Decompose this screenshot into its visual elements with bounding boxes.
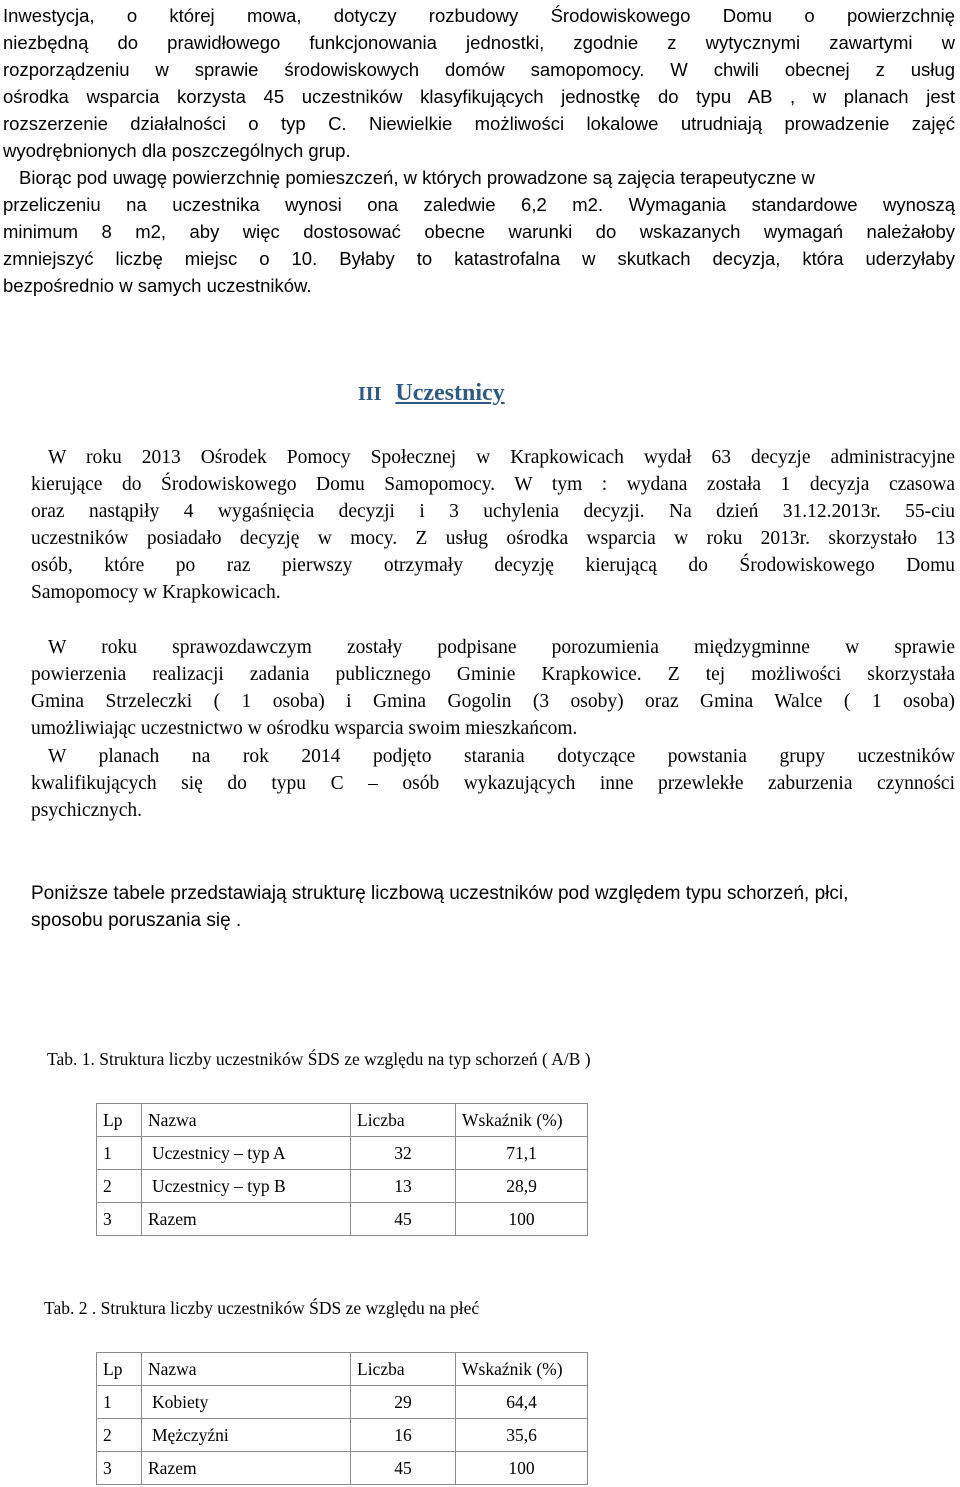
header-liczba: Liczba	[351, 1353, 456, 1386]
text-line: bezpośrednio w samych uczestników.	[3, 275, 312, 296]
section-number: III	[358, 383, 382, 405]
intro-paragraph	[3, 2, 955, 299]
text-line: W roku 2013 Ośrodek Pomocy Społecznej w Krapkowicach wydał 63 decyzje administracyjne	[48, 447, 955, 468]
header-nazwa: Nazwa	[142, 1104, 351, 1137]
cell-lp: 3	[97, 1203, 142, 1236]
text-line: kwalifikujących się do typu C – osób wykazujących inne przewlekłe zaburzenia czynności	[31, 773, 955, 794]
cell-liczba: 32	[351, 1137, 456, 1170]
text-line: sposobu poruszania się .	[31, 910, 242, 931]
text-line: zmniejszyć liczbę miejsc o 10. Byłaby to katastrofalna w skutkach decyzja, która uderzyłaby	[3, 248, 955, 269]
cell-nazwa: Uczestnicy – typ A	[142, 1137, 351, 1170]
header-nazwa: Nazwa	[142, 1353, 351, 1386]
plans-paragraph	[31, 743, 955, 824]
cell-wskaznik: 35,6	[456, 1419, 588, 1452]
cell-lp: 1	[97, 1137, 142, 1170]
table-header-row	[97, 1104, 588, 1137]
cell-wskaznik: 28,9	[456, 1170, 588, 1203]
cell-liczba: 29	[351, 1386, 456, 1419]
text-line: uczestników posiadało decyzję w mocy. Z usług ośrodka wsparcia w roku 2013r. skorzystało 13	[31, 528, 955, 549]
text-line: minimum 8 m2, aby więc dostosować obecne warunki do wskazanych wymagań należałoby	[3, 221, 955, 242]
cell-liczba: 16	[351, 1419, 456, 1452]
header-liczba: Liczba	[351, 1104, 456, 1137]
table-row	[97, 1170, 588, 1203]
cell-nazwa: Kobiety	[142, 1386, 351, 1419]
cell-nazwa: Uczestnicy – typ B	[142, 1170, 351, 1203]
table2	[96, 1352, 588, 1485]
text-line: osób, które po raz pierwszy otrzymały decyzję kierującą do Środowiskowego Domu	[31, 555, 955, 576]
text-line: umożliwiając uczestnictwo w ośrodku wsparcia swoim mieszkańcom.	[31, 718, 578, 739]
cell-liczba: 45	[351, 1203, 456, 1236]
cell-nazwa: Razem	[142, 1203, 351, 1236]
table1-caption: Tab. 1. Struktura liczby uczestników ŚDS ze względu na typ schorzeń ( A/B )	[47, 1049, 591, 1069]
text-line: Gmina Strzeleczki ( 1 osoba) i Gmina Gogolin (3 osoby) oraz Gmina Walce ( 1 osoba)	[31, 691, 955, 712]
header-wskaznik: Wskaźnik (%)	[456, 1104, 588, 1137]
header-lp: Lp	[97, 1353, 142, 1386]
text-line: rozszerzenie działalności o typ C. Niewielkie możliwości lokalowe utrudniają prowadzenie zajęć	[3, 113, 955, 134]
agreements-paragraph	[31, 634, 955, 742]
header-wskaznik: Wskaźnik (%)	[456, 1353, 588, 1386]
text-line: wyodrębnionych dla poszczególnych grup.	[3, 140, 351, 161]
text-line: ośrodka wsparcia korzysta 45 uczestników klasyfikujących jednostkę do typu AB , w planach jest	[3, 86, 955, 107]
cell-lp: 1	[97, 1386, 142, 1419]
table2-caption: Tab. 2 . Struktura liczby uczestników ŚDS ze względu na płeć	[44, 1298, 480, 1318]
tables-intro-paragraph	[31, 880, 955, 934]
cell-lp: 3	[97, 1452, 142, 1485]
participants-paragraph	[31, 444, 955, 606]
cell-wskaznik: 100	[456, 1452, 588, 1485]
text-line: W planach na rok 2014 podjęto starania dotyczące powstania grupy uczestników	[48, 746, 955, 767]
section-heading	[358, 380, 505, 407]
text-line: powierzenia realizacji zadania publicznego Gminie Krapkowice. Z tej możliwości skorzystała	[31, 664, 955, 685]
text-line: W roku sprawozdawczym zostały podpisane porozumienia międzygminne w sprawie	[48, 637, 955, 658]
cell-nazwa: Razem	[142, 1452, 351, 1485]
section-title: Uczestnicy	[395, 380, 505, 406]
cell-lp: 2	[97, 1170, 142, 1203]
table-row	[97, 1203, 588, 1236]
cell-wskaznik: 100	[456, 1203, 588, 1236]
text-line: oraz nastąpiły 4 wygaśnięcia decyzji i 3 uchylenia decyzji. Na dzień 31.12.2013r. 55-ciu	[31, 501, 955, 522]
text-line: rozporządzeniu w sprawie środowiskowych domów samopomocy. W chwili obecnej z usług	[3, 59, 955, 80]
table-row	[97, 1452, 588, 1485]
text-line: Poniższe tabele przedstawiają strukturę liczbową uczestników pod względem typu schorzeń, płci,	[31, 883, 849, 904]
cell-wskaznik: 64,4	[456, 1386, 588, 1419]
header-lp: Lp	[97, 1104, 142, 1137]
text-line: kierujące do Środowiskowego Domu Samopomocy. W tym : wydana została 1 decyzja czasowa	[31, 474, 955, 495]
cell-wskaznik: 71,1	[456, 1137, 588, 1170]
text-line: psychicznych.	[31, 800, 143, 821]
cell-liczba: 45	[351, 1452, 456, 1485]
table-row	[97, 1419, 588, 1452]
text-line: przeliczeniu na uczestnika wynosi ona zaledwie 6,2 m2. Wymagania standardowe wynoszą	[3, 194, 955, 215]
text-line: Inwestycja, o której mowa, dotyczy rozbudowy Środowiskowego Domu o powierzchnię	[3, 5, 955, 26]
cell-lp: 2	[97, 1419, 142, 1452]
table-row	[97, 1137, 588, 1170]
table-header-row	[97, 1353, 588, 1386]
table-row	[97, 1386, 588, 1419]
text-line: Samopomocy w Krapkowicach.	[31, 582, 281, 603]
cell-liczba: 13	[351, 1170, 456, 1203]
text-line: niezbędną do prawidłowego funkcjonowania jednostki, zgodnie z wytycznymi zawartymi w	[3, 32, 955, 53]
table1	[96, 1103, 588, 1236]
text-line: Biorąc pod uwagę powierzchnię pomieszczeń, w których prowadzone są zajęcia terapeutyczne w	[19, 167, 815, 188]
cell-nazwa: Mężczyźni	[142, 1419, 351, 1452]
